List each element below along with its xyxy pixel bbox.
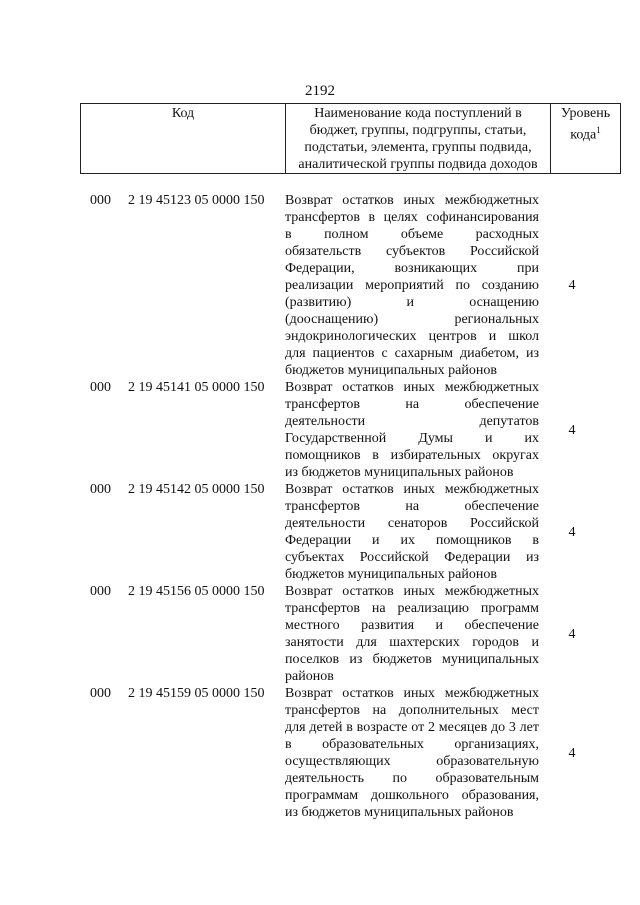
row-name-line: Федерации, возникающих при (285, 261, 539, 276)
header-name-line: Наименование кода поступлений в (314, 106, 522, 121)
row-name-line: для пациентов с сахарным диабетом, из (285, 346, 539, 361)
row-code: 2 19 45123 05 0000 150 (128, 193, 265, 208)
row-code: 2 19 45156 05 0000 150 (128, 584, 265, 599)
row-name-line: Государственной Думы и их (285, 431, 539, 446)
row-name-line: районов (285, 669, 334, 684)
row-name-line: Возврат остатков иных межбюджетных (285, 380, 539, 395)
table-row (90, 192, 605, 379)
header-name-line: бюджет, группы, подгруппы, статьи, (309, 123, 527, 138)
header-level (551, 104, 621, 174)
row-name-line: бюджетов муниципальных районов (285, 363, 497, 378)
row-name-line: реализации мероприятий по созданию (285, 278, 539, 293)
row-name-line: местного развития и обеспечение (285, 618, 539, 633)
row-name (285, 379, 539, 481)
row-name-line: трансфертов в целях софинансирования (285, 210, 539, 225)
row-prefix: 000 (90, 584, 111, 599)
row-name-line: программам дошкольного образования, (285, 788, 539, 803)
table-body (90, 192, 605, 821)
row-name (285, 685, 539, 821)
row-name-line: из бюджетов муниципальных районов (285, 465, 514, 480)
table-row (90, 379, 605, 481)
table-row (90, 685, 605, 821)
row-level-value: 4 (568, 422, 576, 438)
header-name (286, 104, 551, 174)
header-name-line: аналитической группы подвида доходов (298, 157, 538, 172)
row-name-line: эндокринологических центров и школ (285, 329, 539, 344)
row-level-value: 4 (568, 626, 576, 642)
row-level-value: 4 (568, 745, 576, 761)
header-level-footnote: 1 (596, 125, 601, 135)
page-number: 2192 (305, 83, 335, 99)
table-row (90, 583, 605, 685)
row-name-line: Федерации и их помощников в (285, 533, 539, 548)
row-name-line: (дооснащению) региональных (285, 312, 539, 327)
row-name-line: осуществляющих образовательную (285, 754, 539, 769)
row-name-line: деятельности депутатов (285, 414, 539, 429)
row-name-line: в полном объеме расходных (285, 227, 539, 242)
row-level (539, 685, 605, 821)
row-name-line: занятости для шахтерских городов и (285, 635, 539, 650)
table-header (80, 103, 621, 174)
row-name (285, 481, 539, 583)
row-prefix: 000 (90, 193, 111, 208)
row-name-line: для детей в возрасте от 2 месяцев до 3 лет (285, 720, 539, 735)
row-name (285, 583, 539, 685)
header-code: Код (81, 104, 286, 174)
row-name-line: субъектах Российской Федерации из (285, 550, 539, 565)
row-name-line: трансфертов на реализацию программ (285, 601, 539, 616)
row-name-line: Возврат остатков иных межбюджетных (285, 193, 539, 208)
row-name (285, 192, 539, 379)
row-level-value: 4 (568, 524, 576, 540)
row-name-line: деятельности сенаторов Российской (285, 516, 539, 531)
row-name-line: трансфертов на дополнительных мест (285, 703, 539, 718)
row-name-line: бюджетов муниципальных районов (285, 567, 497, 582)
row-prefix: 000 (90, 380, 111, 395)
row-code: 2 19 45141 05 0000 150 (128, 380, 265, 395)
row-name-line: поселков из бюджетов муниципальных (285, 652, 539, 667)
row-name-line: Возврат остатков иных межбюджетных (285, 482, 539, 497)
row-name-line: трансфертов на обеспечение (285, 499, 539, 514)
row-name-line: обязательств субъектов Российской (285, 244, 539, 259)
header-name-line: подстатьи, элемента, группы подвида, (304, 140, 532, 155)
row-name-line: Возврат остатков иных межбюджетных (285, 584, 539, 599)
row-prefix: 000 (90, 482, 111, 497)
row-code: 2 19 45159 05 0000 150 (128, 686, 265, 701)
row-name-line: помощников в избирательных округах (285, 448, 539, 463)
row-name-line: в образовательных организациях, (285, 737, 539, 752)
row-level (539, 583, 605, 685)
table-row (90, 481, 605, 583)
header-level-line2: кода (570, 127, 597, 143)
row-name-line: деятельность по образовательным (285, 771, 539, 786)
row-name-line: (развитию) и оснащению (285, 295, 539, 310)
row-prefix: 000 (90, 686, 111, 701)
row-name-line: из бюджетов муниципальных районов (285, 805, 514, 820)
row-level-value: 4 (568, 278, 576, 293)
row-name-line: трансфертов на обеспечение (285, 397, 539, 412)
row-level (539, 192, 605, 379)
row-code: 2 19 45142 05 0000 150 (128, 482, 265, 497)
row-name-line: Возврат остатков иных межбюджетных (285, 686, 539, 701)
header-level-line1: Уровень (560, 106, 611, 121)
row-level (539, 481, 605, 583)
row-level (539, 379, 605, 481)
